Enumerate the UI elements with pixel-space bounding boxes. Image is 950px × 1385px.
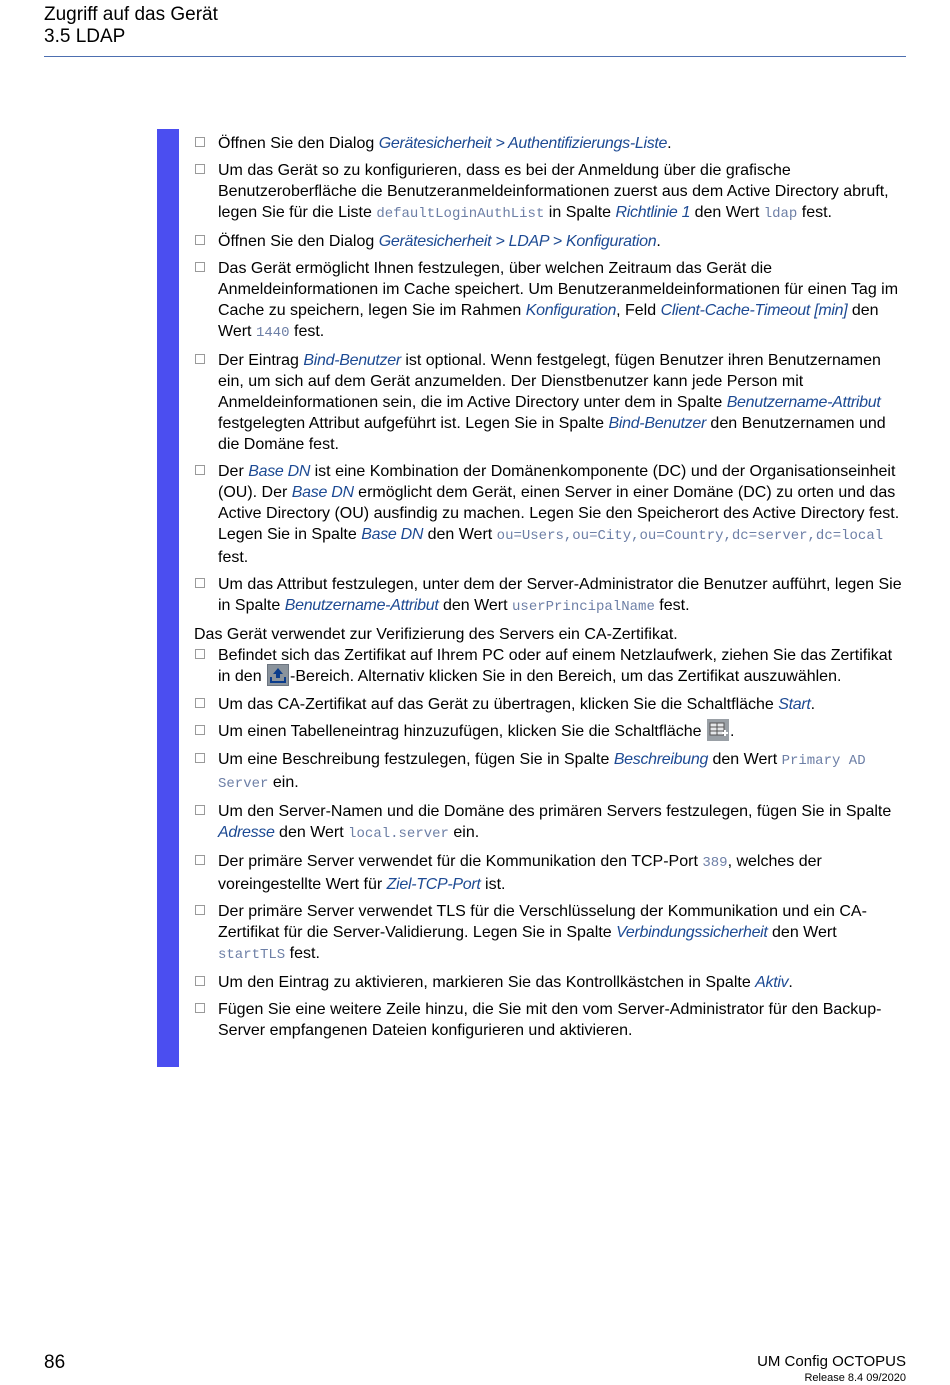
step-text: Um einen Tabelleneintrag hinzuzufügen, klicken Sie die Schaltfläche — [218, 723, 707, 741]
code-value: startTLS — [218, 947, 286, 963]
code-value: ldap — [763, 206, 798, 222]
step-text: in Spalte — [544, 204, 616, 221]
step-text: fest. — [654, 597, 690, 614]
step-text: Um das CA-Zertifikat auf das Gerät zu übertragen, klicken Sie die Schaltfläche — [218, 696, 779, 713]
ui-element-name: Richtlinie 1 — [615, 204, 691, 221]
step-checkbox-icon — [195, 698, 205, 708]
step-text: Um das Gerät so zu konfigurieren, dass es bei der Anmeldung über die grafische Benutzeroberfläche die Benutzeranmeldeinformationen zuerst aus dem Active Directory abruft, legen Sie für die Liste — [218, 162, 889, 221]
ui-element-name: Benutzername-Attribut — [726, 394, 881, 411]
step-text: -Bereich. Alternativ klicken Sie in den Bereich, um das Zertifikat auszuwählen. — [290, 668, 842, 686]
step-text: den Benutzernamen und die Domäne fest. — [218, 415, 886, 453]
step-text: fest. — [285, 945, 320, 962]
step-text: Öffnen Sie den Dialog — [218, 233, 379, 250]
code-value: 389 — [702, 855, 728, 871]
code-value: Primary AD Server — [218, 753, 866, 792]
ldap-config-step — [194, 231, 906, 252]
add-table-row-icon — [707, 719, 729, 741]
step-text: Fügen Sie eine weitere Zeile hinzu, die Sie mit den vom Server-Administrator für den Backup-Server empfangenen Dateien konfigurieren und aktivieren. — [218, 1001, 882, 1039]
server-config-step — [194, 749, 906, 795]
ui-element-name: Adresse — [218, 824, 275, 841]
ui-element-name: Bind-Benutzer — [303, 352, 401, 369]
step-text: den Wert — [438, 597, 513, 614]
step-checkbox-icon — [195, 164, 205, 174]
step-text: Um den Eintrag zu aktivieren, markieren Sie das Kontrollkästchen in Spalte — [218, 974, 756, 991]
ui-element-name: Base DN — [291, 484, 354, 501]
step-text: den Wert — [690, 204, 764, 221]
step-text: fest. — [289, 323, 325, 340]
procedure-side-bar — [157, 129, 179, 1067]
step-checkbox-icon — [195, 753, 205, 763]
step-checkbox-icon — [195, 905, 205, 915]
step-text: . — [810, 696, 816, 713]
step-text: ist eine Kombination der Domänenkomponente (DC) und der Organisationseinheit (OU). Der — [218, 463, 896, 501]
step-text: Um das Attribut festzulegen, unter dem der Server-Administrator die Benutzer aufführt, legen Sie in Spalte — [218, 576, 902, 614]
ui-element-name: Beschreibung — [613, 751, 709, 768]
document-title: UM Config OCTOPUS — [757, 1353, 906, 1370]
step-text: Der — [218, 463, 249, 480]
step-text: fest. — [218, 549, 249, 566]
step-checkbox-icon — [195, 725, 205, 735]
ui-element-name: Start — [778, 696, 811, 713]
running-header — [44, 4, 218, 48]
step-text: den Wert — [708, 751, 782, 768]
step-text: . — [788, 974, 793, 991]
server-config-step — [194, 901, 906, 966]
step-text: den Wert — [767, 924, 837, 941]
step-text: . — [730, 723, 735, 741]
step-text: Der primäre Server verwendet TLS für die Verschlüsselung der Kommunikation und ein CA-Zertifikat für die Server-Validierung. Legen Sie in Spalte — [218, 903, 867, 941]
ui-element-name: Ziel-TCP-Port — [386, 876, 481, 893]
code-value: defaultLoginAuthList — [376, 206, 545, 222]
step-checkbox-icon — [195, 465, 205, 475]
server-config-step — [194, 999, 906, 1041]
step-checkbox-icon — [195, 354, 205, 364]
upload-icon — [267, 664, 289, 686]
ui-element-name: Bind-Benutzer — [608, 415, 706, 432]
step-text: ein. — [448, 824, 480, 841]
section-title: 3.5 LDAP — [44, 26, 126, 47]
ldap-config-step — [194, 461, 906, 568]
step-list-server-config — [194, 645, 906, 1041]
ldap-config-step — [194, 574, 906, 618]
step-text: Der primäre Server verwendet für die Kommunikation den TCP-Port — [218, 853, 703, 870]
ui-element-name: Base DN — [361, 526, 424, 543]
step-text: Um eine Beschreibung festzulegen, fügen Sie in Spalte — [218, 751, 614, 768]
ldap-config-step — [194, 133, 906, 154]
step-text: . — [656, 233, 661, 250]
step-text: ist. — [480, 876, 506, 893]
step-text: Das Gerät ermöglicht Ihnen festzulegen, über welchen Zeitraum das Gerät die Anmeldeinformationen im Cache speichert. Um Benutzeranmeldeinformationen für einen Tag im Cache zu speichern, legen Sie im Rahmen — [218, 260, 899, 319]
server-config-step — [194, 851, 906, 895]
step-text: . — [667, 135, 672, 152]
step-checkbox-icon — [195, 235, 205, 245]
ldap-config-step — [194, 160, 906, 225]
code-value: ou=Users,ou=City,ou=Country,dc=server,dc=local — [496, 528, 884, 544]
step-text: den Wert — [218, 302, 879, 340]
step-checkbox-icon — [195, 855, 205, 865]
ui-element-name: Gerätesicherheit > LDAP > Konfiguration — [378, 233, 657, 250]
server-config-step — [194, 972, 906, 993]
step-checkbox-icon — [195, 137, 205, 147]
step-text: Öffnen Sie den Dialog — [218, 135, 379, 152]
code-value: userPrincipalName — [512, 599, 655, 615]
server-config-step — [194, 721, 906, 743]
step-checkbox-icon — [195, 262, 205, 272]
ui-element-name: Gerätesicherheit > Authentifizierungs-Liste — [378, 135, 668, 152]
step-checkbox-icon — [195, 649, 205, 659]
step-checkbox-icon — [195, 805, 205, 815]
ui-element-name: Client-Cache-Timeout [min] — [660, 302, 848, 319]
ui-element-name: Verbindungssicherheit — [616, 924, 768, 941]
step-text: , Feld — [616, 302, 661, 319]
step-text: Um den Server-Namen und die Domäne des primären Servers festzulegen, fügen Sie in Spalte — [218, 803, 892, 820]
code-value: 1440 — [255, 325, 290, 341]
step-checkbox-icon — [195, 578, 205, 588]
header-rule — [44, 56, 906, 57]
code-value: local.server — [348, 826, 449, 842]
step-text: den Wert — [423, 526, 497, 543]
step-text: Befindet sich das Zertifikat auf Ihrem PC oder auf einem Netzlaufwerk, ziehen Sie das Zertifikat in den — [218, 647, 893, 686]
step-text: ist optional. Wenn festgelegt, fügen Benutzer ihren Benutzernamen ein, um sich auf dem Gerät anzumelden. Der Dienstbenutzer kann jede Person mit Anmeldeinformationen sein, die im Active Directory unter dem in Spalte — [218, 352, 881, 411]
ui-element-name: Aktiv — [755, 974, 789, 991]
step-checkbox-icon — [195, 1003, 205, 1013]
step-text: ermöglicht dem Gerät, einen Server in einer Domäne (DC) zu orten und das Active Directory (OU) ausfindig zu machen. Legen Sie den Speicherort des Active Directory fest. Legen Sie in Spalte — [218, 484, 900, 543]
step-text: , welches der voreingestellte Wert für — [218, 853, 822, 893]
step-list-ldap-config — [194, 133, 906, 618]
intro-paragraph: Das Gerät verwendet zur Verifizierung des Servers ein CA-Zertifikat. — [194, 626, 678, 643]
step-text: fest. — [797, 204, 832, 221]
step-text: Der Eintrag — [218, 352, 304, 369]
ui-element-name: Base DN — [248, 463, 311, 480]
step-text: festgelegten Attribut aufgeführt ist. Legen Sie in Spalte — [218, 415, 609, 432]
server-config-step — [194, 645, 906, 688]
release-info: Release 8.4 09/2020 — [804, 1372, 906, 1384]
ui-element-name: Benutzername-Attribut — [284, 597, 439, 614]
ui-element-name: Konfiguration — [525, 302, 617, 319]
server-config-step — [194, 801, 906, 845]
step-text: den Wert — [274, 824, 349, 841]
chapter-title: Zugriff auf das Gerät — [44, 4, 218, 25]
ldap-config-step — [194, 350, 906, 455]
ldap-config-step — [194, 258, 906, 344]
page-number: 86 — [44, 1352, 66, 1373]
step-checkbox-icon — [195, 976, 205, 986]
server-config-step — [194, 694, 906, 715]
page-content — [194, 133, 906, 1047]
step-text: ein. — [268, 774, 299, 791]
